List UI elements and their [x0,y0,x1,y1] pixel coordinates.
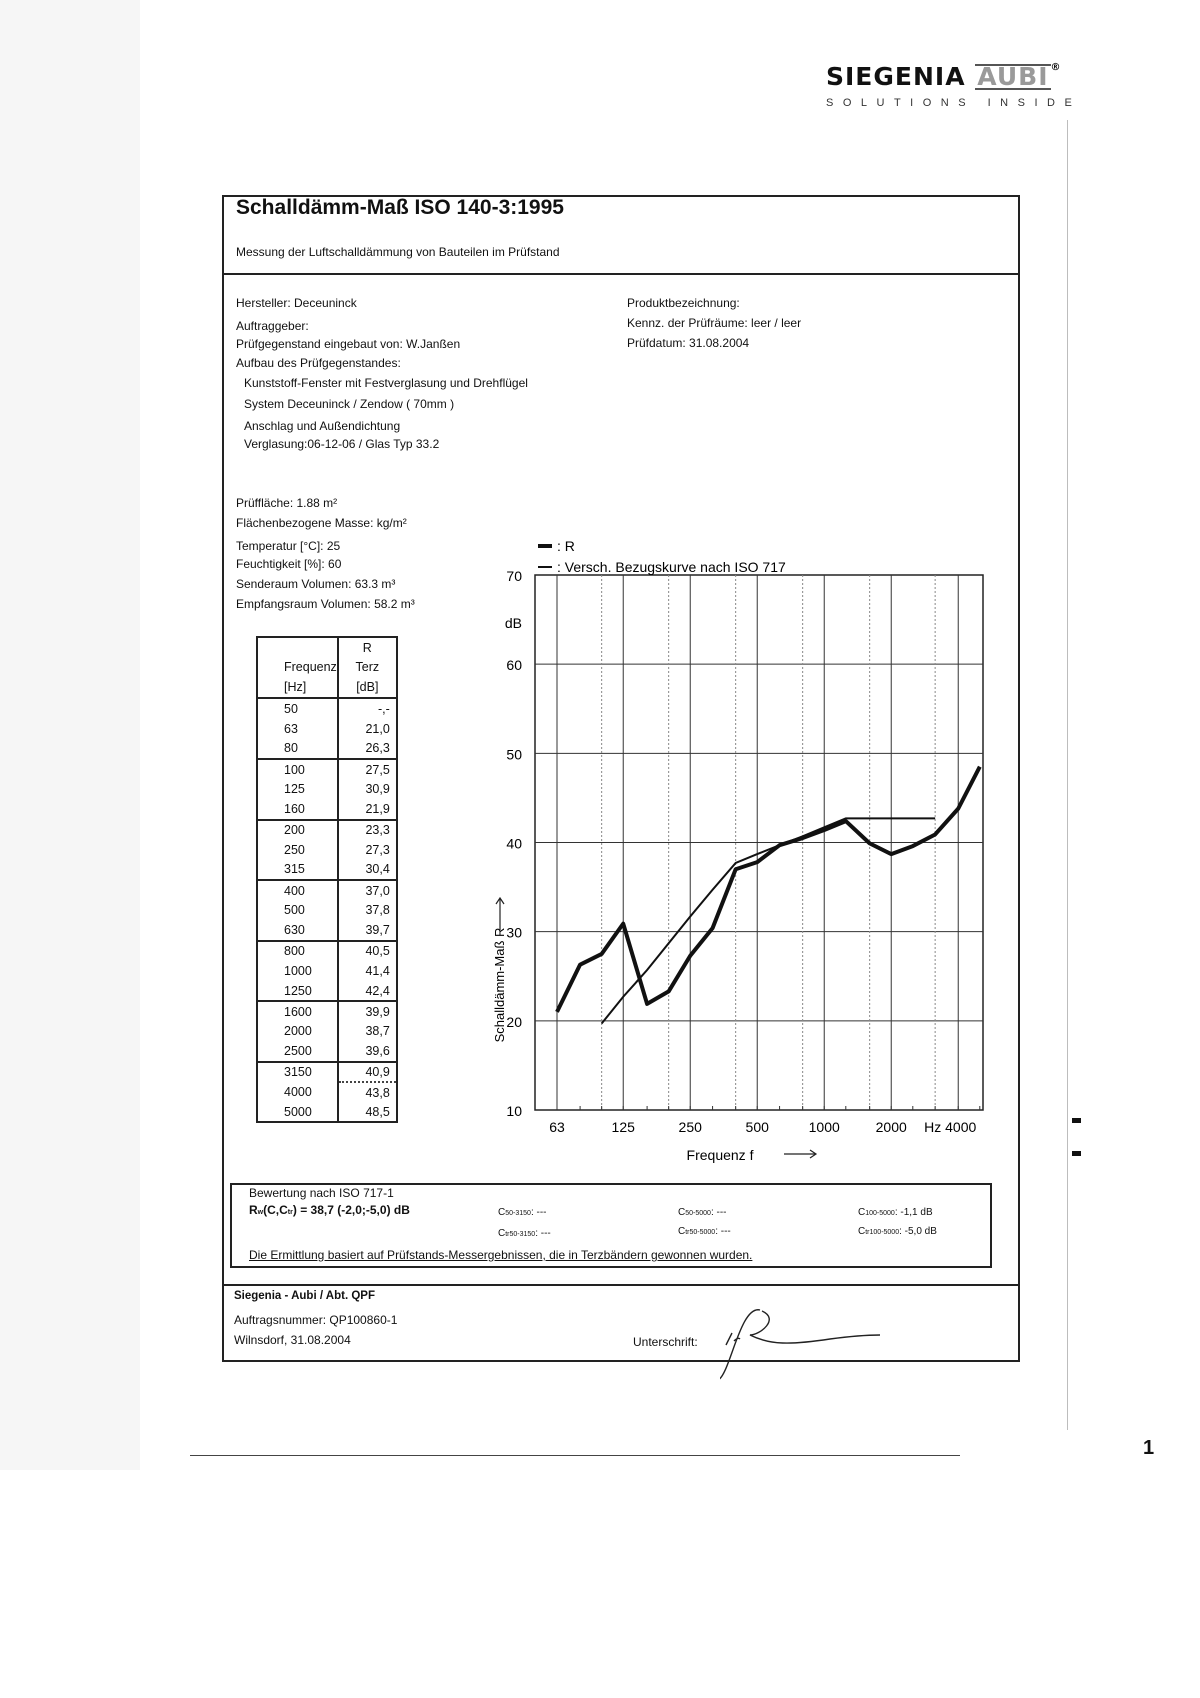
r-value-cell: 39,9 [338,1001,397,1021]
r-value-cell: 21,0 [338,719,397,739]
scan-mark [1072,1151,1081,1156]
page-title: Schalldämm-Maß ISO 140-3:1995 [236,196,564,219]
logo-tagline: SOLUTIONS INSIDE [826,97,1082,109]
x-tick-label: 500 [745,1119,769,1135]
order-number: Auftragsnummer: QP100860-1 [234,1313,398,1327]
source-room-volume: Senderaum Volumen: 63.3 m³ [236,577,396,591]
spectrum-adaptation-term: Ctr50-5000: --- [678,1226,731,1237]
temperature: Temperatur [°C]: 25 [236,539,341,553]
test-area: Prüffläche: 1.88 m² [236,496,338,510]
table-row [257,961,397,981]
frequency-cell: 800 [257,941,338,961]
frequency-cell: 50 [257,698,338,718]
r-value-cell: -,- [338,698,397,718]
r-value-cell: 27,3 [338,840,397,860]
construction-line: Verglasung:06-12-06 / Glas Typ 33.2 [244,437,440,451]
legend-ref-label: : Versch. Bezugskurve nach ISO 717 [557,559,786,575]
x-tick-label: 63 [549,1119,565,1135]
place-date: Wilnsdorf, 31.08.2004 [234,1333,351,1347]
construction-line: Kunststoff-Fenster mit Festverglasung und Drehflügel [244,376,528,390]
table-row [257,981,397,1001]
table-row [257,739,397,759]
test-date: Prüfdatum: 31.08.2004 [627,336,750,350]
r-value-cell: 39,7 [338,920,397,940]
evaluation-heading: Bewertung nach ISO 717-1 [249,1186,394,1200]
table-row [257,1082,397,1102]
spectrum-adaptation-term: Ctr100-5000: -5,0 dB [858,1226,937,1237]
x-tick-label: 125 [611,1119,635,1135]
table-row [257,840,397,860]
r-value-cell: 43,8 [338,1082,397,1102]
evaluation-note: Die Ermittlung basiert auf Prüfstands-Messergebnissen, die in Terzbändern gewonnen wurden. [249,1248,753,1262]
legend-r-label: : R [557,538,575,554]
signature-label: Unterschrift: [633,1335,698,1349]
frequency-cell: 1250 [257,981,338,1001]
y-tick-label: 30 [506,924,522,941]
manufacturer: Hersteller: Deceuninck [236,296,357,310]
y-tick-label: 20 [506,1013,522,1030]
logo-registered: ® [1050,62,1062,73]
siegenia-aubi-logo [826,62,1081,109]
y-tick-label: 70 [506,568,522,584]
r-value-cell: 27,5 [338,759,397,779]
spectrum-adaptation-term: C100-5000: -1,1 dB [858,1207,933,1218]
test-rooms: Kennz. der Prüfräume: leer / leer [627,316,802,330]
page-subtitle: Messung der Luftschalldämmung von Bauteilen im Prüfstand [236,245,560,259]
frequency-cell: 2500 [257,1042,338,1062]
frequency-cell: 630 [257,920,338,940]
divider [222,273,1020,275]
r-value-cell: 37,0 [338,880,397,900]
table-row [257,920,397,940]
y-arrow-icon [496,898,504,930]
spectrum-adaptation-term: Ctr50-3150: --- [498,1228,551,1239]
logo-brand-aubi: AUBI [977,62,1049,91]
table-row [257,799,397,819]
frequency-cell: 400 [257,880,338,900]
frequency-cell: 5000 [257,1102,338,1122]
r-value-cell: 30,4 [338,860,397,880]
r-value-cell: 39,6 [338,1042,397,1062]
scan-mark [1072,1118,1081,1123]
frequency-cell: 315 [257,860,338,880]
r-value-cell: 38,7 [338,1021,397,1041]
frequency-cell: 4000 [257,1082,338,1102]
frequency-cell: 200 [257,820,338,840]
x-axis-label: Frequenz f [686,1147,754,1163]
scan-margin [0,0,140,1470]
signature [720,1305,920,1385]
x-tick-label: 2000 [875,1119,907,1135]
table-row [257,880,397,900]
frequency-cell: 500 [257,900,338,920]
r-value-cell: 42,4 [338,981,397,1001]
table-row [257,779,397,799]
table-row [257,698,397,718]
table-row [257,860,397,880]
r-value-cell: 26,3 [338,739,397,759]
humidity: Feuchtigkeit [%]: 60 [236,557,342,571]
footer-rule [190,1455,960,1456]
surface-mass: Flächenbezogene Masse: kg/m² [236,516,407,530]
scan-edge-line [1067,120,1068,1430]
y-unit-label: dB [504,615,522,631]
spectrum-adaptation-term: C50-5000: --- [678,1207,727,1218]
results-table: R Frequenz Terz [Hz] [dB] 50 -,- 63 21,0 80 26,3 100 27,5 125 30,9 160 21,9 200 23,3 250 27,3 315 30,4 400 37,0 500 37,8 630 39,7 800 40,5 1000 41,4 1250 42,4 1600 39,9 2000 38,7 2500 39,6 3150 40,9 4000 43,8 5000 48,5 [256,636,398,1123]
r-value-cell: 40,9 [338,1062,397,1082]
table-row [257,1042,397,1062]
r-value-cell: 41,4 [338,961,397,981]
frequency-cell: 3150 [257,1062,338,1082]
y-axis-label: Schalldämm-Maß R [492,927,507,1043]
table-row [257,941,397,961]
x-tick-label: Hz 4000 [924,1119,977,1135]
table-row [257,1102,397,1122]
construction-line: System Deceuninck / Zendow ( 70mm ) [244,397,455,411]
r-value-cell: 40,5 [338,941,397,961]
construction-heading: Aufbau des Prüfgegenstandes: [236,356,401,370]
r-value-cell: 30,9 [338,779,397,799]
x-arrow-icon [784,1150,816,1158]
r-value-cell: 23,3 [338,820,397,840]
table-row [257,759,397,779]
installed-by: Prüfgegenstand eingebaut von: W.Janßen [236,337,461,351]
logo-brand: SIEGENIA [826,62,966,91]
frequency-cell: 2000 [257,1021,338,1041]
client: Auftraggeber: [236,319,309,333]
table-row [257,820,397,840]
header-r: R [338,637,397,657]
table-row [257,900,397,920]
frequency-cell: 250 [257,840,338,860]
sound-reduction-chart [460,530,1000,1170]
x-tick-label: 250 [678,1119,702,1135]
divider [222,1284,1020,1286]
product-designation: Produktbezeichnung: [627,296,740,310]
organization: Siegenia - Aubi / Abt. QPF [234,1290,375,1302]
table-row [257,1001,397,1021]
frequency-cell: 63 [257,719,338,739]
r-curve [557,767,980,1012]
spectrum-adaptation-term: C50-3150: --- [498,1207,547,1218]
r-value-cell: 37,8 [338,900,397,920]
table-row [257,719,397,739]
r-value-cell: 21,9 [338,799,397,819]
frequency-cell: 100 [257,759,338,779]
y-tick-label: 10 [506,1103,522,1119]
frequency-cell: 80 [257,739,338,759]
weighted-result: Rw(C,Ctr) = 38,7 (-2,0;-5,0) dB [249,1203,410,1217]
x-tick-label: 1000 [808,1119,840,1135]
frequency-cell: 1000 [257,961,338,981]
table-row [257,1021,397,1041]
frequency-cell: 125 [257,779,338,799]
r-value-cell: 48,5 [338,1102,397,1122]
receiving-room-volume: Empfangsraum Volumen: 58.2 m³ [236,597,415,611]
frequency-cell: 1600 [257,1001,338,1021]
y-tick-label: 60 [506,657,522,674]
y-tick-label: 50 [506,746,522,763]
y-tick-label: 40 [506,835,522,852]
page-number: 1 [1143,1437,1155,1459]
table-row [257,1062,397,1082]
construction-line: Anschlag und Außendichtung [244,419,401,433]
frequency-cell: 160 [257,799,338,819]
